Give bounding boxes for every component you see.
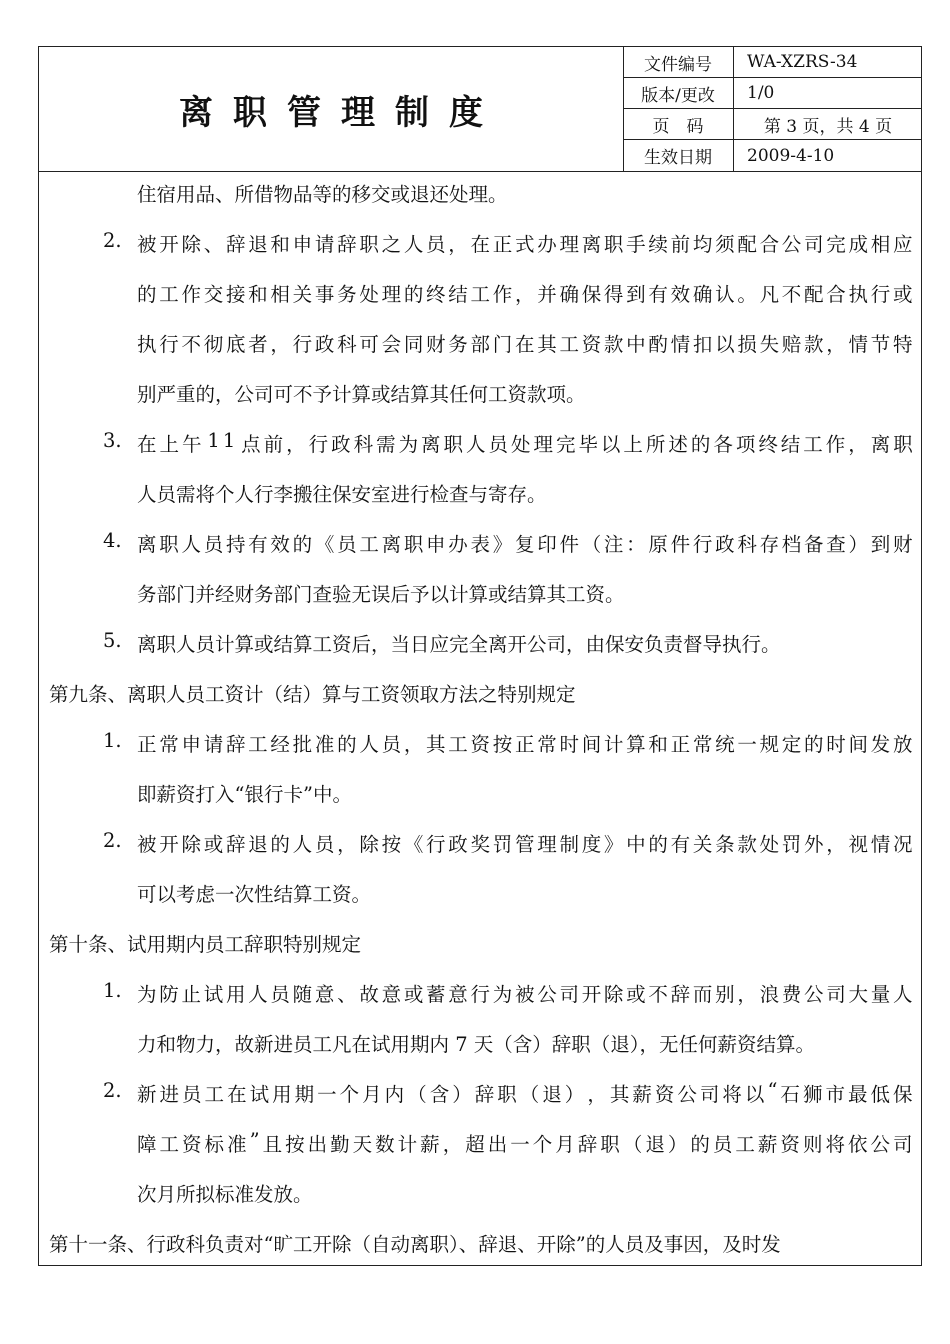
item-number: 4.	[103, 529, 122, 552]
document-title: 离职管理制度	[179, 92, 503, 133]
meta-value: 2009-4-10	[747, 145, 835, 166]
paragraph-line: 被 开 除 、 辞 退 和 申 请 辞 职 之 人 员 ， 在 正 式 办 理 离 职 手 续 前 均 须 配 合 公 司 完 成 相 应	[137, 233, 913, 256]
meta-row-version	[623, 78, 921, 109]
article-heading: 第九条、离职人员工资计（结）算与工资领取方法之特别规定	[49, 683, 576, 706]
paragraph-line: 务部门并经财务部门查验无误后予以计算或结算其工资。	[137, 583, 625, 606]
paragraph-line: 障 工 资 标 准 ” 且 按 出 勤 天 数 计 薪 ， 超 出 一 个 月 辞 职 （ 退 ） 的 员 工 薪 资 则 将 依 公 司	[137, 1129, 913, 1156]
paragraph-line: 次月所拟标准发放。	[137, 1183, 313, 1206]
meta-label: 文件编号	[623, 47, 734, 77]
item-number: 2.	[103, 229, 122, 252]
paragraph-line: 为 防 止 试 用 人 员 随 意 、 故 意 或 蓄 意 行 为 被 公 司 开 除 或 不 辞 而 别 ， 浪 费 公 司 大 量 人	[137, 983, 913, 1006]
meta-label: 页 码	[623, 109, 734, 139]
item-number: 1.	[103, 729, 122, 752]
paragraph-line: 执 行 不 彻 底 者 ， 行 政 科 可 会 同 财 务 部 门 在 其 工 资 款 中 酌 情 扣 以 损 失 赔 款 ， 情 节 特	[137, 333, 913, 356]
paragraph-line: 正 常 申 请 辞 工 经 批 准 的 人 员 ， 其 工 资 按 正 常 时 间 计 算 和 正 常 统 一 规 定 的 时 间 发 放	[137, 733, 913, 756]
document-header	[39, 47, 921, 172]
paragraph-line: 新 进 员 工 在 试 用 期 一 个 月 内 （ 含 ） 辞 职 （ 退 ） ， 其 薪 资 公 司 将 以 “ 石 狮 市 最 低 保	[137, 1079, 913, 1106]
meta-row-effective-date	[623, 140, 921, 171]
paragraph-line: 离职人员计算或结算工资后，当日应完全离开公司，由保安负责督导执行。	[137, 633, 781, 656]
paragraph-line: 被 开 除 或 辞 退 的 人 员 ， 除 按 《 行 政 奖 罚 管 理 制 度 》 中 的 有 关 条 款 处 罚 外 ， 视 情 况	[137, 833, 913, 856]
document-frame	[38, 46, 922, 1266]
meta-value: WA-XZRS-34	[747, 52, 858, 72]
item-number: 3.	[103, 429, 122, 452]
title-cell	[39, 47, 624, 171]
paragraph-line: 别严重的，公司可不予计算或结算其任何工资款项。	[137, 383, 586, 406]
item-number: 5.	[103, 629, 122, 652]
paragraph-line: 即薪资打入“银行卡”中。	[137, 783, 352, 806]
item-number: 2.	[103, 1079, 122, 1102]
continuation-line: 住宿用品、所借物品等的移交或退还处理。	[137, 183, 508, 206]
item-number: 2.	[103, 829, 122, 852]
paragraph-line: 的 工 作 交 接 和 相 关 事 务 处 理 的 终 结 工 作 ， 并 确 保 得 到 有 效 确 认 。 凡 不 配 合 执 行 或	[137, 283, 913, 306]
paragraph-line: 人员需将个人行李搬往保安室进行检查与寄存。	[137, 483, 547, 506]
item-number: 1.	[103, 979, 122, 1002]
meta-label: 版本/更改	[623, 78, 734, 108]
meta-row-doc-number	[623, 47, 921, 78]
paragraph-line: 可以考虑一次性结算工资。	[137, 883, 372, 906]
meta-value: 第 3 页，共 4 页	[763, 116, 893, 137]
paragraph-line: 在 上 午 1 1 点 前 ， 行 政 科 需 为 离 职 人 员 处 理 完 毕 以 上 所 述 的 各 项 终 结 工 作 ， 离 职	[137, 429, 913, 456]
article-heading: 第十条、试用期内员工辞职特别规定	[49, 933, 362, 956]
meta-label: 生效日期	[623, 140, 734, 171]
article-heading: 第十一条、行政科负责对“旷工开除（自动离职）、辞退、开除”的人员及事因，及时发	[49, 1233, 781, 1256]
meta-value: 1/0	[747, 83, 775, 103]
meta-row-page	[623, 109, 921, 140]
paragraph-line: 力和物力，故新进员工凡在试用期内 7 天（含）辞职（退），无任何薪资结算。	[137, 1033, 816, 1056]
paragraph-line: 离 职 人 员 持 有 效 的 《 员 工 离 职 申 办 表 》 复 印 件 （ 注 ： 原 件 行 政 科 存 档 备 查 ） 到 财	[137, 533, 913, 556]
